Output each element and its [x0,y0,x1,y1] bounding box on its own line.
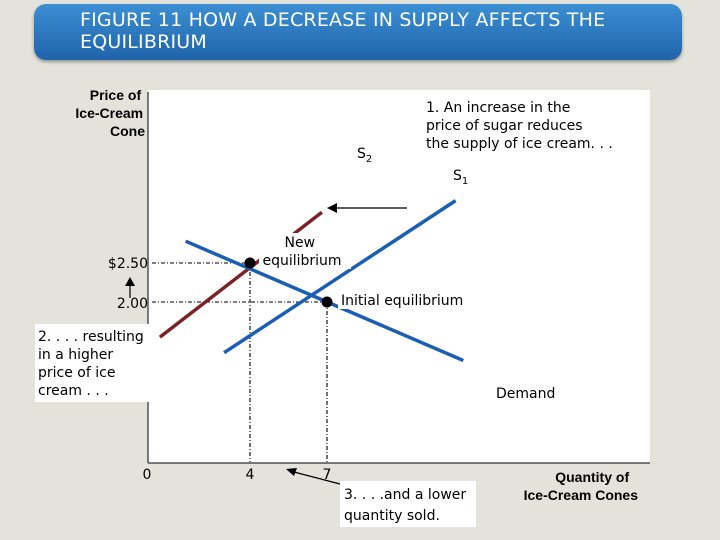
quantity-annotation-line-2: quantity sold. [344,508,440,524]
y-axis-title-line-1: Price of [89,87,142,103]
initial-equilibrium-label: Initial equilibrium [341,293,464,309]
price-annotation-line-1: 2. . . . resulting [38,329,144,345]
initial-equilibrium-point [322,297,333,308]
quantity-fall-arrowhead [286,468,297,476]
cause-annotation-line-3: the supply of ice cream. . . [426,136,613,152]
x-tick-7: 7 [322,467,332,483]
demand-label: Demand [496,386,556,402]
price-annotation-line-4: cream . . . [38,383,109,399]
y-axis-title-line-3: Cone [110,123,145,139]
y-tick-2-50: $2.50 [107,256,148,272]
s2-label: $S_2$ [357,146,373,165]
new-equilibrium-label-line-2: equilibrium [262,253,342,269]
price-annotation-line-2: in a higher [38,347,114,363]
x-axis-title [524,469,639,503]
new-equilibrium-point [245,258,256,269]
x-tick-0: 0 [142,467,152,483]
supply-curve-s2 [160,212,322,337]
figure-title-line-1: FIGURE 11 HOW A DECREASE IN SUPPLY AFFECTS THE [80,9,606,31]
price-annotation-line-3: price of ice [38,365,116,381]
new-equilibrium-label-line-1: New [284,235,316,251]
y-tick-2-00: 2.00 [116,296,148,312]
x-axis-title-line-2: Ice-Cream Cones [523,487,638,503]
supply-curve-s1 [224,201,456,353]
cause-annotation-line-1: 1. An increase in the [426,100,571,116]
figure-title-line-2: EQUILIBRIUM [80,31,207,53]
y-axis-title [75,87,147,139]
price-rise-arrowhead [125,277,135,286]
y-axis-title-line-2: Ice-Cream [75,105,144,121]
quantity-annotation-line-1: 3. . . .and a lower [344,487,467,503]
cause-annotation-line-2: price of sugar reduces [426,118,583,134]
x-axis-title-line-1: Quantity of [555,469,630,485]
x-tick-4: 4 [245,467,255,483]
supply-shift-arrowhead [327,203,337,213]
s1-label: $S_1$ [453,168,469,187]
quantity-fall-arrow [294,472,340,484]
